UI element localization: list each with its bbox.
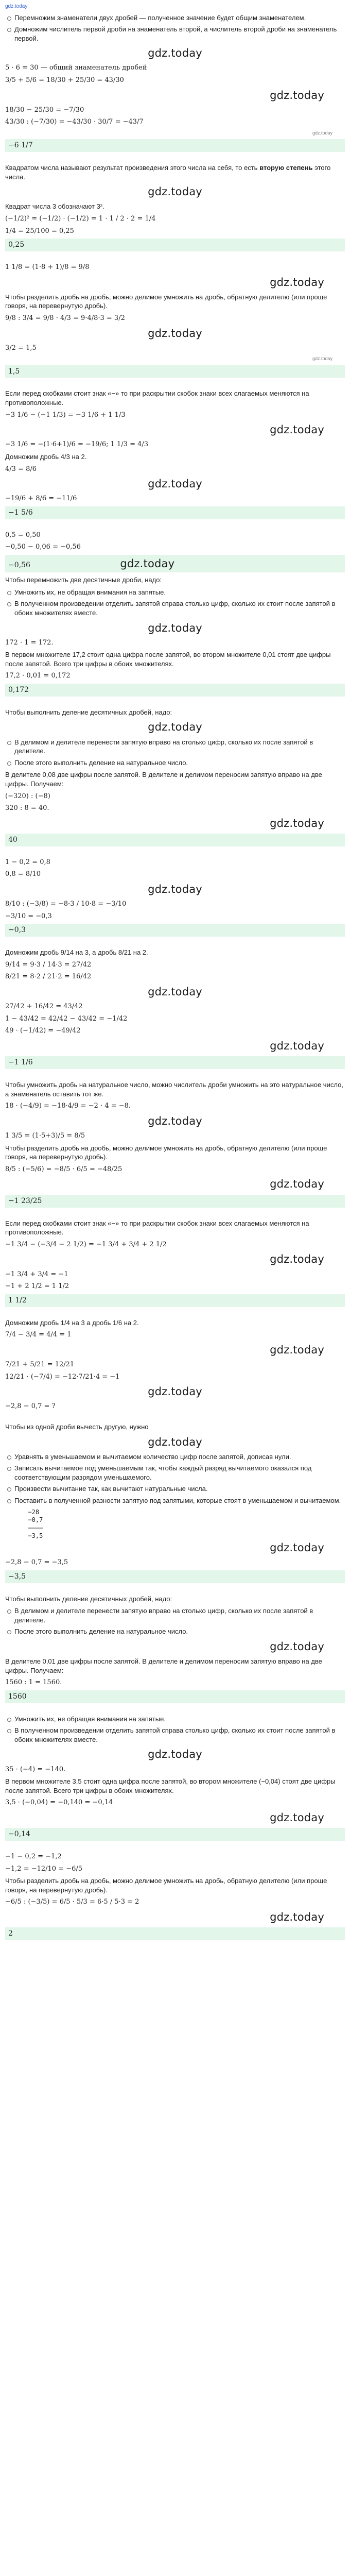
solution-14 [5,1715,345,1841]
list-item: В делимом и делителе перенести запятую вправо на столько цифр, сколько их после запятой в делителе. [5,1606,345,1624]
math-line: −3 1/6 − (−1 1/3) = −3 1/6 + 1 1/3 [5,411,126,419]
watermark: gdz.today [270,1039,324,1052]
math-line: 35 · (−4) = −140. [5,1765,66,1773]
math-line: 8/21 = 8·2 / 21·2 = 16/42 [5,973,92,981]
math-line: 5 · 6 = 30 — общий знаменатель дробей [5,64,147,72]
math-line: −1,2 = −12/10 = −6/5 [5,1865,83,1873]
math-line: −3 1/6 = −(1·6+1)/6 = −19/6; 1 1/3 = 4/3 [5,440,149,449]
math-line: 8/10 : (−3/8) = −8·3 / 10·8 = −3/10 [5,900,127,908]
solution-8 [5,948,345,1069]
math-line: 3/2 = 1,5 [5,344,37,352]
list-item: В полученном произведении отделить запятой справа столько цифр, сколько их стоит после запятой в обоих множителях вместе. [5,599,345,617]
watermark: gdz.today [148,327,202,340]
watermark: gdz.today [148,985,202,998]
watermark: gdz.today [148,185,202,198]
math-line: 7/4 − 3/4 = 4/4 = 1 [5,1331,72,1339]
math-line: 1 1/8 = (1·8 + 1)/8 = 9/8 [5,263,90,272]
math-line: 0,8 = 8/10 [5,870,41,878]
calc-row: ──── [21,1524,43,1532]
math-line: 3,5 · (−0,04) = −0,140 = −0,14 [5,1799,113,1807]
paragraph: Чтобы умножить дробь на натуральное число, можно числитель дроби умножить на это натуральное число, а знаменатель оставить тот же. [5,1081,343,1098]
math-line: 12/21 · (−7/4) = −12·7/21·4 = −1 [5,1372,120,1381]
watermark: gdz.today [148,1114,202,1127]
answer [5,555,345,572]
math-line: −2,8 − 0,7 = ? [5,1402,56,1411]
solution-11 [5,1318,345,1411]
math-line: 4/3 = 8/6 [5,465,37,473]
solution-1 [5,13,345,152]
answer: −6 1/7 [5,139,345,152]
paragraph: Квадрат числа 3 обозначают 3². [5,202,104,211]
answer: −1 23/25 [5,1195,345,1208]
paragraph: Домножим дробь 9/14 на 3, а дробь 8/21 на 2. [5,948,148,957]
math-line: −1 − 0,2 = −1,2 [5,1853,62,1861]
answer-value: −0,56 [8,561,30,569]
paragraph: Домножим дробь 1/4 на 3 а дробь 1/6 на 2. [5,1318,139,1327]
watermark: gdz.today [120,557,175,570]
watermark: gdz.today [148,883,202,895]
watermark: gdz.today [148,621,202,634]
math-line: 172 · 1 = 172. [5,638,54,647]
math-line: −0,50 − 0,06 = −0,56 [5,543,81,551]
paragraph: В делителе 0,01 две цифры после запятой. В делителе и делимом переносим запятую вправо на две цифры. Получаем: [5,1657,322,1674]
list-item: Поставить в полученной разности запятую под запятыми, которые стоят в уменьшаемом и вычитаемом. [5,1496,345,1505]
watermark: gdz.today [270,1253,324,1266]
solution-3 [5,263,345,378]
list-item: В делимом и делителе перенести запятую вправо на столько цифр, сколько их после запятой в делителе. [5,738,345,756]
math-line: 1560 : 1 = 1560. [5,1679,62,1687]
answer: −0,3 [5,924,345,937]
answer: 2 [5,1927,345,1940]
rules-list [5,588,345,618]
paragraph: Если перед скобками стоит знак «−» то при раскрытии скобок знаки всех слагаемых меняются на противоположные. [5,389,309,407]
calc-row: −3,5 [21,1532,43,1540]
math-line: −3/10 = −0,3 [5,912,52,920]
solution-9 [5,1080,345,1207]
solution-7 [5,858,345,937]
watermark: gdz.today [148,721,202,734]
solution-4 [5,389,345,519]
list-item: В полученном произведении отделить запятой справа столько цифр, сколько их стоит после запятой в обоих множителях вместе. [5,1726,345,1744]
math-line: 1 3/5 = (1·5+3)/5 = 8/5 [5,1132,85,1140]
answer: 0,25 [5,239,345,251]
list-item: Умножить их, не обращая внимания на запятые. [5,1715,345,1724]
rules-list [5,1452,345,1505]
watermark: gdz.today [270,1343,324,1356]
paragraph: Чтобы перемножить две десятичные дроби, надо: [5,576,162,584]
watermark: gdz.today [148,1435,202,1448]
list-item: После этого выполнить деление на натуральное число. [5,758,345,768]
paragraph: Если перед скобками стоит знак «−» то при раскрытии скобок знаки всех слагаемых меняются на противоположные. [5,1219,309,1236]
site-label[interactable]: gdz.today [5,4,28,9]
answer: 1 1/2 [5,1294,345,1307]
watermark: gdz.today [148,1748,202,1761]
solution-5 [5,531,345,697]
watermark: gdz.today [270,1178,324,1191]
math-line: 18/30 − 25/30 = −7/30 [5,106,84,114]
math-line: −6/5 : (−3/5) = 6/5 · 5/3 = 6·5 / 5·3 = 2 [5,1898,139,1906]
watermark: gdz.today [270,1811,324,1824]
watermark: gdz.today [148,478,202,490]
math-line: 49 · (−1/42) = −49/42 [5,1027,81,1035]
math-line: 1 − 0,2 = 0,8 [5,858,50,866]
paragraph [5,163,345,181]
math-line: 17,2 · 0,01 = 0,172 [5,672,71,680]
watermark: gdz.today [270,1640,324,1653]
rules-list [5,1715,345,1744]
math-line: (−320) : (−8) [5,792,50,800]
rules-list [5,13,345,43]
math-line: −2,8 − 0,7 = −3,5 [5,1558,68,1567]
answer: −3,5 [5,1570,345,1583]
rules-list [5,1606,345,1636]
list-item: Умножить их, не обращая внимания на запятые. [5,588,345,597]
answer: 1560 [5,1690,345,1703]
rules-list [5,738,345,768]
solution-12 [5,1422,345,1583]
paragraph: Домножим дробь 4/3 на 2. [5,453,87,461]
list-item: Записать вычитаемое под уменьшаемым так, чтобы каждый разряд вычитаемого оказался под соответствующим разрядом уменьшаемого. [5,1464,345,1482]
math-line: 9/14 = 9·3 / 14·3 = 27/42 [5,960,92,969]
watermark: gdz.today [270,276,324,289]
paragraph: Чтобы выполнить деление десятичных дробей, надо: [5,708,172,716]
math-line: 7/21 + 5/21 = 12/21 [5,1360,75,1368]
answer: −1 1/6 [5,1056,345,1069]
watermark-small: gdz.today [312,356,332,362]
answer: −1 5/6 [5,506,345,519]
calc-row: −28 [21,1508,40,1516]
paragraph: В делителе 0,08 две цифры после запятой. В делителе и делимом переносим запятую вправо на две цифры. Получаем: [5,771,322,788]
calc-row: −0,7 [21,1516,43,1524]
watermark: gdz.today [270,423,324,436]
math-line: 0,5 = 0,50 [5,531,41,539]
list-item: Перемножим знаменатели двух дробей — полученное значение будет общим знаменателем. [5,13,345,23]
solution-2 [5,163,345,251]
math-line: 1 − 43/42 = 42/42 − 43/42 = −1/42 [5,1014,128,1023]
paragraph-text: этого числа. [5,164,331,181]
column-calculation [21,1509,345,1540]
paragraph: В первом множителе 17,2 стоит одна цифра после запятой, во втором множителе 0,01 стоят две цифры после запятой. Всего три цифры в обоих множителях. [5,651,331,668]
answer: 1,5 [5,365,345,378]
paragraph: Чтобы разделить дробь на дробь, можно делимое умножить на дробь, обратную делителю (или проще говоря, на перевернутую дробь). [5,293,327,310]
solution-13 [5,1595,345,1703]
term: вторую степень [259,164,313,172]
list-item: Произвести вычитание так, как вычитают натуральные числа. [5,1484,345,1494]
math-line: (−1/2)² = (−1/2) · (−1/2) = 1 · 1 / 2 · 2 = 1/4 [5,215,156,223]
watermark: gdz.today [270,817,324,829]
solution-6 [5,708,345,846]
watermark: gdz.today [148,47,202,60]
math-line: 9/8 : 3/4 = 9/8 · 4/3 = 9·4/8·3 = 3/2 [5,314,125,322]
math-line: 320 : 8 = 40. [5,804,49,812]
paragraph: Чтобы выполнить деление десятичных дробей, надо: [5,1595,172,1603]
paragraph: Чтобы разделить дробь на дробь, можно делимое умножить на дробь, обратную делителю (или проще говоря, на перевернутую дробь). [5,1877,327,1894]
answer: 0,172 [5,684,345,697]
math-line: 18 · (−4/9) = −18·4/9 = −2 · 4 = −8. [5,1102,131,1110]
math-line: 8/5 : (−5/6) = −8/5 · 6/5 = −48/25 [5,1165,122,1173]
answer: 40 [5,834,345,846]
watermark: gdz.today [270,89,324,101]
math-line: 43/30 : (−7/30) = −43/30 · 30/7 = −43/7 [5,118,144,126]
list-item: Домножим числитель первой дроби на знаменатель второй, а числитель второй дроби на знаменатель первой. [5,25,345,43]
math-line: −1 + 2 1/2 = 1 1/2 [5,1282,69,1291]
list-item: Уравнять в уменьшаемом и вычитаемом количество цифр после запятой, дописав нули. [5,1452,345,1462]
paragraph: Чтобы из одной дроби вычесть другую, нужно [5,1422,149,1431]
math-line: 27/42 + 16/42 = 43/42 [5,1003,83,1011]
paragraph-text: Квадратом числа называют результат произведения этого числа на себя, то есть [5,164,258,172]
solution-10 [5,1219,345,1307]
watermark-small: gdz.today [312,130,332,136]
watermark: gdz.today [270,1910,324,1923]
watermark: gdz.today [270,1541,324,1554]
solution-15 [5,1852,345,1940]
paragraph: В первом множителе 3,5 стоит одна цифра после запятой, во втором множителе (−0,04) стоят две цифры после запятой. Всего три цифры в обоих множителях. [5,1777,336,1794]
math-line: 1/4 = 25/100 = 0,25 [5,227,74,235]
math-line: −19/6 + 8/6 = −11/6 [5,495,77,503]
answer: −0,14 [5,1828,345,1841]
math-line: 3/5 + 5/6 = 18/30 + 25/30 = 43/30 [5,76,124,84]
watermark: gdz.today [148,1385,202,1398]
list-item: После этого выполнить деление на натуральное число. [5,1627,345,1636]
paragraph: Чтобы разделить дробь на дробь, можно делимое умножить на дробь, обратную делителю (или проще говоря, на перевернутую дробь). [5,1144,327,1161]
math-line: −1 3/4 + 3/4 = −1 [5,1270,68,1278]
math-line: −1 3/4 − (−3/4 − 2 1/2) = −1 3/4 + 3/4 + 2 1/2 [5,1240,167,1248]
